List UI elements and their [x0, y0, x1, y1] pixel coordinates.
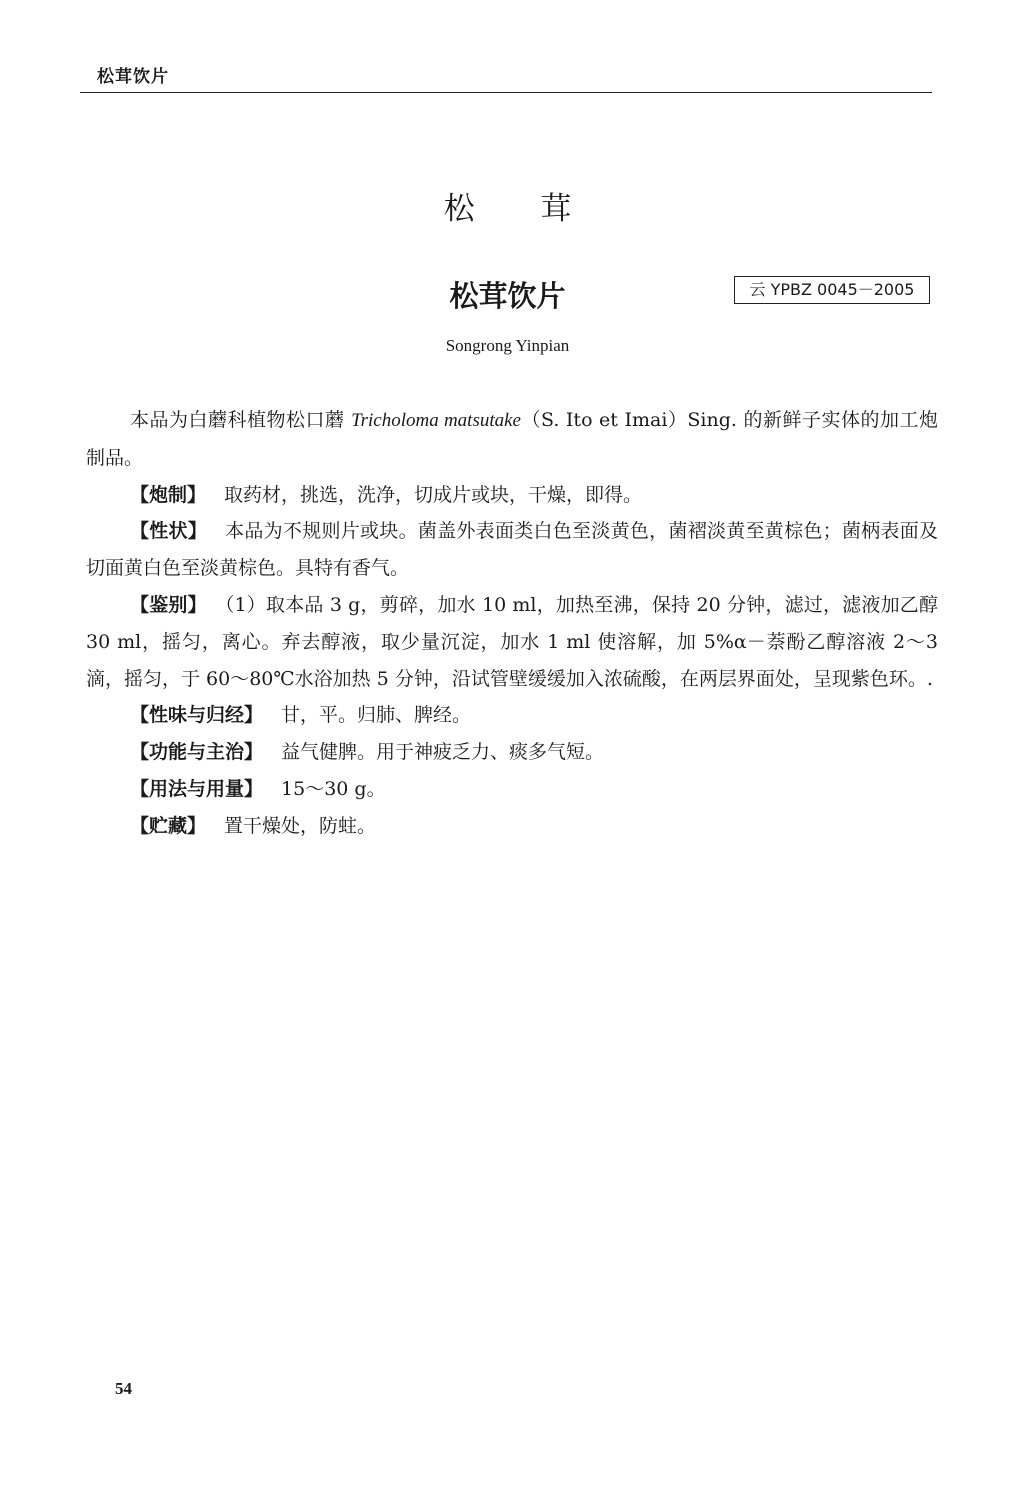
- section-text: 甘，平。归肺、脾经。: [281, 704, 472, 727]
- running-head: 松茸饮片: [97, 67, 169, 87]
- section-text: 取药材，挑选，洗净，切成片或块，干燥，即得。: [224, 483, 643, 506]
- standard-code-box: 云 YPBZ 0045－2005: [734, 276, 930, 304]
- intro-paragraph: [86, 402, 938, 477]
- section-label: 【性状】: [130, 520, 208, 543]
- section-text: 本品为不规则片或块。菌盖外表面类白色至淡黄色，菌褶淡黄至黄棕色；菌柄表面及切面黄白色至淡黄棕色。具特有香气。: [86, 520, 938, 580]
- latin-name: Tricholoma matsutake: [351, 410, 521, 431]
- section-nature-meridian: [86, 697, 938, 734]
- section-description: [86, 513, 938, 587]
- section-text: 15～30 g。: [281, 777, 386, 800]
- section-text: 置干燥处，防蛀。: [224, 814, 377, 837]
- section-label: 【贮藏】: [130, 814, 207, 837]
- main-title: 松 茸: [443, 191, 600, 227]
- section-label: 【用法与用量】: [130, 777, 264, 800]
- section-text: 益气健脾。用于神疲乏力、痰多气短。: [281, 741, 605, 764]
- pinyin-title: Songrong Yinpian: [445, 336, 570, 355]
- section-processing: [86, 477, 938, 514]
- section-storage: [86, 808, 938, 845]
- section-dosage: [86, 771, 938, 808]
- section-label: 【鉴别】: [130, 593, 207, 616]
- sub-title: 松茸饮片: [449, 279, 566, 313]
- section-label: 【性味与归经】: [130, 704, 264, 727]
- monograph-body: [86, 402, 938, 845]
- section-label: 【炮制】: [130, 483, 207, 506]
- section-function-indication: [86, 734, 938, 771]
- section-identification: [86, 587, 938, 697]
- section-label: 【功能与主治】: [130, 741, 264, 764]
- page-number: 54: [115, 1379, 132, 1398]
- section-text: （1）取本品 3 g，剪碎，加水 10 ml，加热至沸，保持 20 分钟，滤过，滤液加乙醇 30 ml，摇匀，离心。弃去醇液，取少量沉淀，加水 1 ml 使溶解，加 5%α－萘酚乙醇溶液 2～3 滴，摇匀，于 60～80℃水浴加热 5 分钟，沿试管壁缓缓加入浓硫酸，在两层界面处，呈现紫色环。.: [86, 593, 938, 690]
- header-rule: [80, 92, 932, 93]
- intro-text-rest: （S. Ito et Imai）Sing. 的新鲜子实体的加工炮制品。: [86, 409, 938, 469]
- intro-text: 本品为白蘑科植物松口蘑: [130, 409, 352, 431]
